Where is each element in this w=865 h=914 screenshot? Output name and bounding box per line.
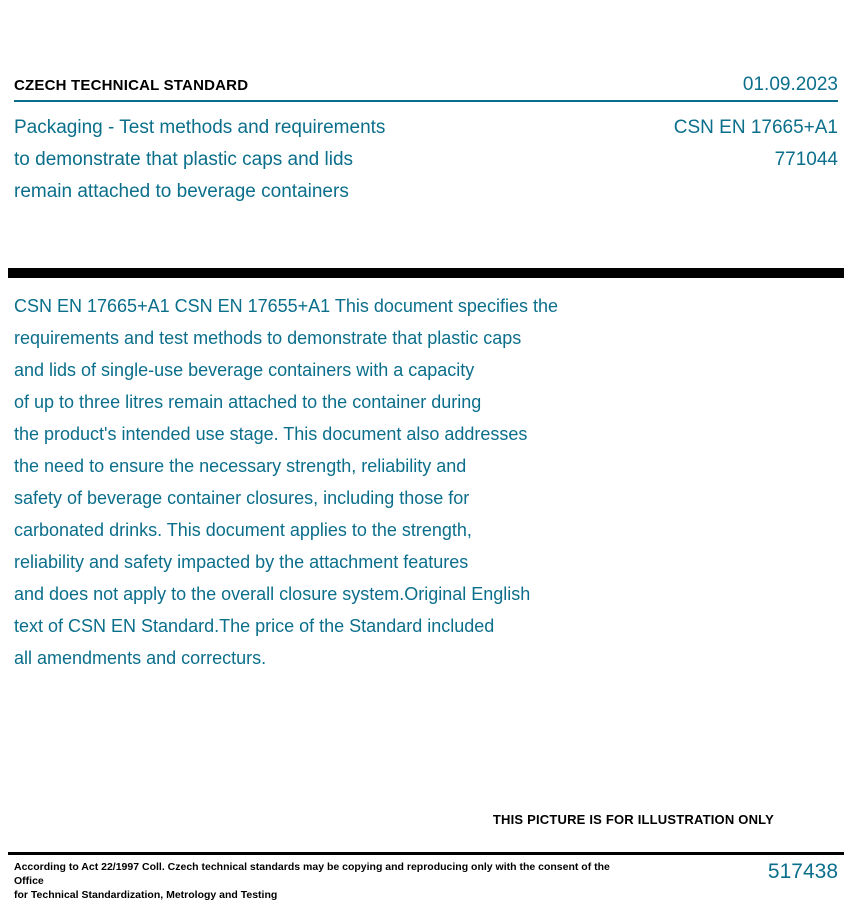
standard-identifiers <box>674 112 838 208</box>
abstract-line: requirements and test methods to demonstrate that plastic caps <box>14 328 522 348</box>
footer-notice-line: for Technical Standardization, Metrology and Testing <box>14 889 278 901</box>
scan-artifact <box>340 778 345 798</box>
title-block <box>14 112 838 208</box>
header-title: CZECH TECHNICAL STANDARD <box>14 77 249 94</box>
abstract-line: carbonated drinks. This document applies to the strength, <box>14 520 472 540</box>
abstract-line: safety of beverage container closures, including those for <box>14 488 470 508</box>
footer-document-number: 517438 <box>767 860 838 883</box>
abstract-line: all amendments and correcturs. <box>14 648 267 668</box>
abstract-text <box>14 290 714 674</box>
standard-title <box>14 112 385 208</box>
abstract-line: reliability and safety impacted by the attachment features <box>14 552 469 572</box>
document-header <box>14 74 838 96</box>
standard-title-line: to demonstrate that plastic caps and lids <box>14 149 354 170</box>
classification-number: 771044 <box>774 149 838 170</box>
abstract-line: the product's intended use stage. This document also addresses <box>14 424 528 444</box>
footer-notice-line: According to Act 22/1997 Coll. Czech technical standards may be copying and reproducing only with the consent of the Office <box>14 861 610 887</box>
standard-code: CSN EN 17665+A1 <box>673 117 838 138</box>
footer-notice <box>14 860 614 902</box>
abstract-line: text of CSN EN Standard.The price of the Standard included <box>14 616 495 636</box>
standard-title-line: Packaging - Test methods and requirements <box>14 117 386 138</box>
header-divider <box>14 100 838 102</box>
abstract-line: and does not apply to the overall closure system.Original English <box>14 584 531 604</box>
header-date: 01.09.2023 <box>742 74 838 95</box>
abstract-line: the need to ensure the necessary strength, reliability and <box>14 456 467 476</box>
document-footer <box>14 860 838 902</box>
standard-title-line: remain attached to beverage containers <box>14 181 349 202</box>
abstract-line: CSN EN 17665+A1 CSN EN 17655+A1 This document specifies the <box>14 296 558 316</box>
illustration-note: THIS PICTURE IS FOR ILLUSTRATION ONLY <box>492 812 774 827</box>
abstract-line: of up to three litres remain attached to the container during <box>14 392 482 412</box>
footer-divider <box>8 852 844 855</box>
abstract-line: and lids of single-use beverage containers with a capacity <box>14 360 475 380</box>
section-separator-bar <box>8 268 844 278</box>
